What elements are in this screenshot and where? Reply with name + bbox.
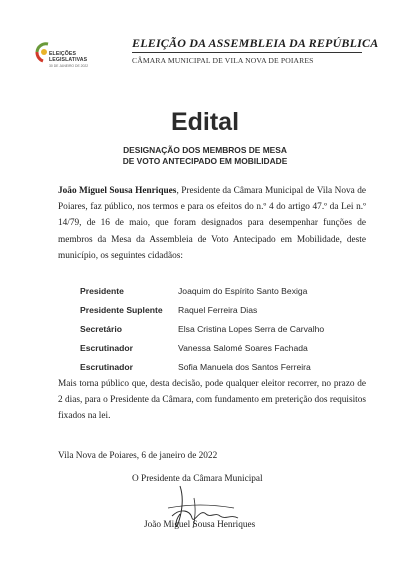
page-title: Edital: [170, 108, 240, 136]
document-subtitle: [0, 145, 410, 167]
intro-paragraph: [58, 183, 366, 264]
member-name: Elsa Cristina Lopes Serra de Carvalho: [178, 324, 325, 334]
header-title: ELEIÇÃO DA ASSEMBLEIA DA REPÚBLICA: [132, 36, 379, 50]
appeal-paragraph: Mais torna público que, desta decisão, pode qualquer eleitor recorrer, no prazo de 2 dias, para o Presidente da Câmara, com fundamento em preterição dos requisitos fixados na lei.: [58, 379, 366, 422]
member-role: Presidente: [80, 286, 124, 296]
subtitle-line2: DE VOTO ANTECIPADO EM MOBILIDADE: [122, 156, 288, 166]
signer-name: João Miguel Sousa Henriques: [144, 520, 256, 530]
signature-title: O Presidente da Câmara Municipal: [132, 474, 263, 484]
header-divider: [132, 52, 362, 53]
member-name: Sofia Manuela dos Santos Ferreira: [178, 362, 311, 372]
member-row: [80, 343, 380, 362]
member-row: [80, 286, 380, 305]
logo-text-line3: 30 DE JANEIRO DE 2022: [49, 63, 89, 68]
elections-logo: [34, 38, 98, 76]
header-subtitle: CÂMARA MUNICIPAL DE VILA NOVA DE POIARES: [132, 56, 314, 65]
elections-emblem-icon: [34, 38, 50, 68]
logo-text-line1: ELEIÇÕES: [49, 51, 77, 57]
document-date: Vila Nova de Poiares, 6 de janeiro de 2022: [58, 451, 218, 461]
member-row: [80, 305, 380, 324]
member-name: Raquel Ferreira Dias: [178, 305, 258, 315]
member-name: Joaquim do Espírito Santo Bexiga: [178, 286, 308, 296]
logo-text-line2: LEGISLATIVAS: [49, 57, 88, 63]
subtitle-line1: DESIGNAÇÃO DOS MEMBROS DE MESA: [123, 145, 287, 155]
member-role: Escrutinador: [80, 362, 134, 372]
member-row: [80, 324, 380, 343]
member-role: Secretário: [80, 324, 123, 334]
member-name: Vanessa Salomé Soares Fachada: [178, 343, 308, 353]
member-role: Escrutinador: [80, 343, 134, 353]
intro-text: , Presidente da Câmara Municipal de Vila Nova de Poiares, faz público, nos termos e para os efeitos do n.º 4 do artigo 47.º da Lei n.º 14/79, de 16 de maio, que foram designados para desempenhar funções de membros da Mesa da Assembleia de Voto Antecipado em Mobilidade, deste município, os seguintes cidadãos:: [58, 186, 366, 261]
member-role: Presidente Suplente: [80, 305, 163, 315]
members-list: [80, 286, 380, 381]
president-name: João Miguel Sousa Henriques: [58, 186, 177, 196]
